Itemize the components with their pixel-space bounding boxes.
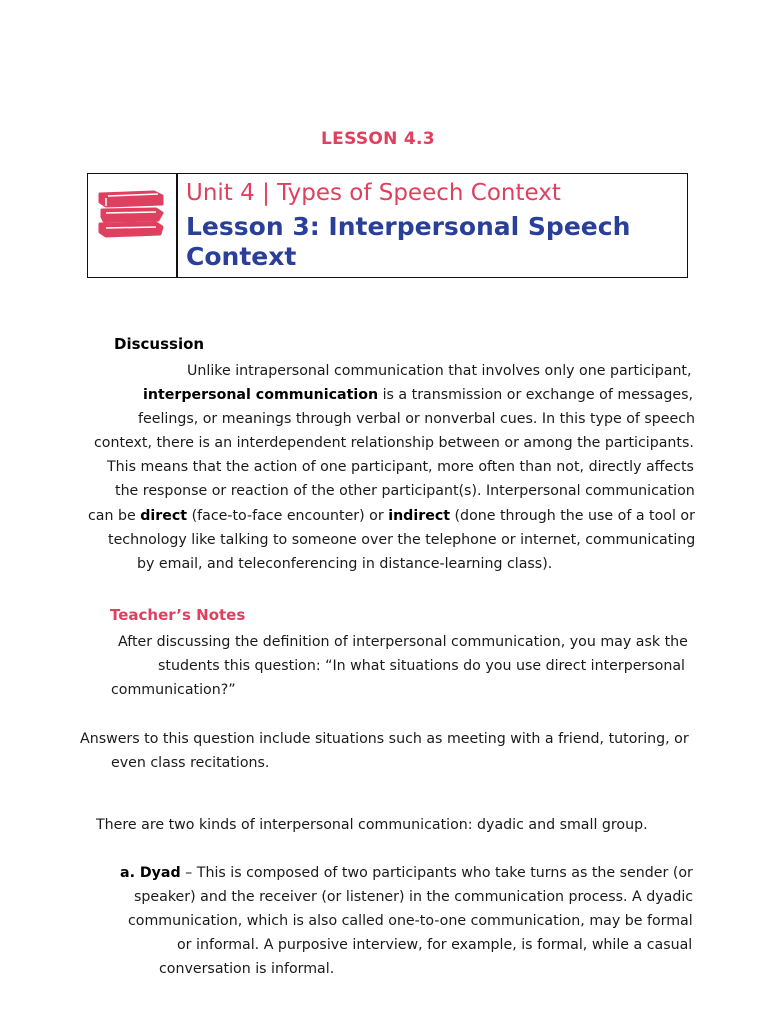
unit-title: Unit 4 | Types of Speech Context xyxy=(186,180,561,206)
notes-line: After discussing the definition of interpersonal communication, you may ask the xyxy=(118,634,688,650)
discussion-line: technology like talking to someone over the telephone or internet, communicating xyxy=(108,532,696,548)
dyad-label: a. Dyad xyxy=(120,865,181,881)
dyad-line: communication, which is also called one-to-one communication, may be formal xyxy=(128,913,693,929)
key-term: interpersonal communication xyxy=(143,387,379,403)
header-divider xyxy=(176,173,178,278)
answers-line: even class recitations. xyxy=(111,755,270,771)
key-term: direct xyxy=(140,508,188,524)
key-term: indirect xyxy=(388,508,451,524)
teachers-notes-heading: Teacher’s Notes xyxy=(110,606,246,624)
lesson-header-box xyxy=(87,173,688,278)
discussion-heading: Discussion xyxy=(114,335,205,353)
discussion-line: can be direct (face-to-face encounter) or indirect (done through the use of a tool or xyxy=(88,508,695,524)
dyad-line: speaker) and the receiver (or listener) in the communication process. A dyadic xyxy=(134,889,694,905)
discussion-line: context, there is an interdependent relationship between or among the participants. xyxy=(94,435,694,451)
lesson-label: LESSON 4.3 xyxy=(321,129,435,149)
dyad-line: conversation is informal. xyxy=(159,961,335,977)
kinds-intro: There are two kinds of interpersonal communication: dyadic and small group. xyxy=(96,817,648,833)
notes-line: students this question: “In what situations do you use direct interpersonal xyxy=(158,658,685,674)
discussion-line: the response or reaction of the other participant(s). Interpersonal communication xyxy=(115,483,695,499)
answers-line: Answers to this question include situations such as meeting with a friend, tutoring, or xyxy=(80,731,689,747)
discussion-line: interpersonal communication is a transmission or exchange of messages, xyxy=(143,387,693,403)
discussion-line: feelings, or meanings through verbal or nonverbal cues. In this type of speech xyxy=(138,411,696,427)
discussion-line: by email, and teleconferencing in distance-learning class). xyxy=(137,556,553,572)
lesson-title: Lesson 3: Interpersonal Speech Context xyxy=(186,212,631,271)
dyad-line: or informal. A purposive interview, for example, is formal, while a casual xyxy=(177,937,693,953)
dyad-line: a. Dyad – This is composed of two participants who take turns as the sender (or xyxy=(120,865,693,881)
notes-line: communication?” xyxy=(111,682,236,698)
discussion-line: Unlike intrapersonal communication that involves only one participant, xyxy=(187,363,692,379)
books-icon xyxy=(96,184,166,244)
discussion-line: This means that the action of one participant, more often than not, directly affects xyxy=(107,459,694,475)
